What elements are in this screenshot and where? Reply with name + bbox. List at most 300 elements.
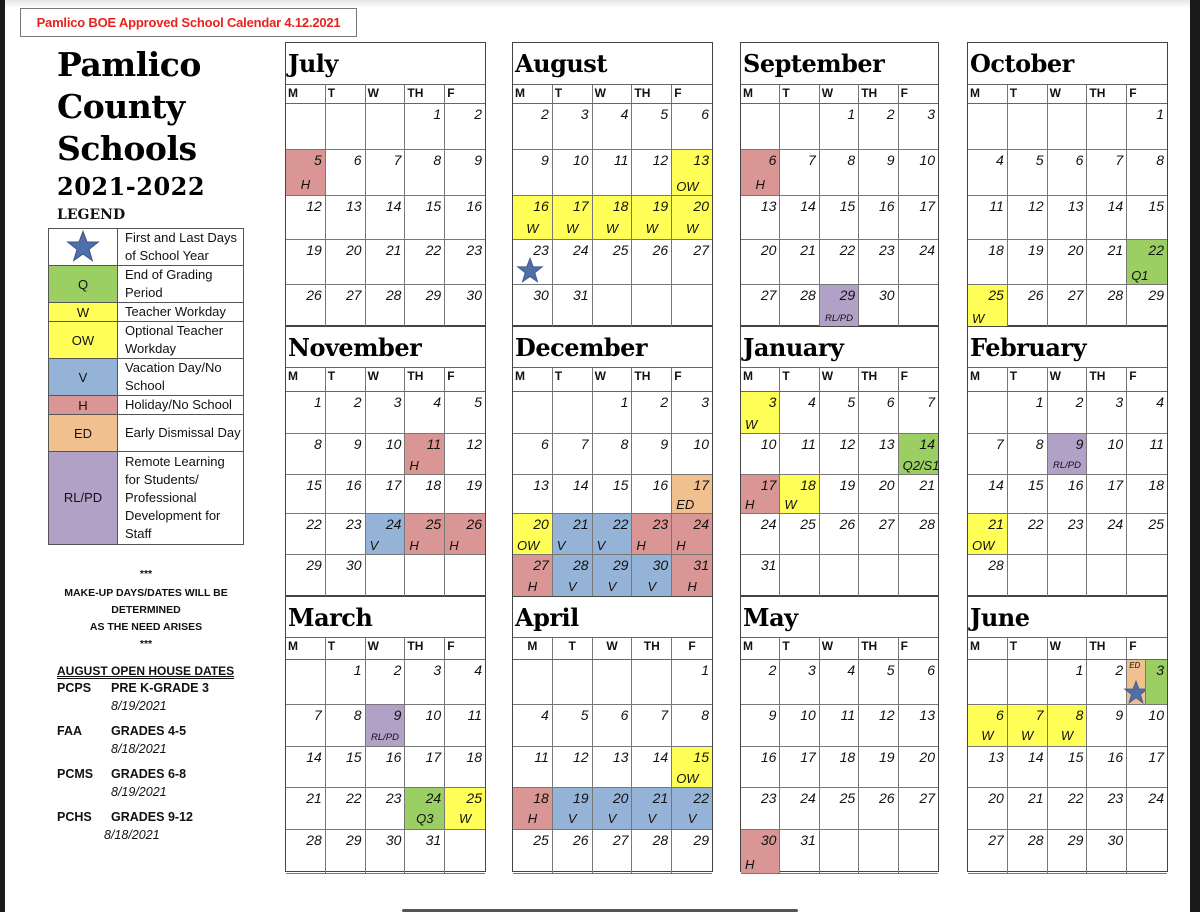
legend-code: Q [49, 266, 118, 303]
empty-day-cell [1048, 104, 1088, 150]
day-cell[interactable] [1008, 788, 1048, 830]
day-cell[interactable] [405, 514, 445, 555]
day-cell[interactable] [672, 475, 712, 514]
day-cell[interactable] [553, 514, 593, 555]
day-cell[interactable] [899, 514, 938, 555]
day-number: 23 [533, 242, 549, 258]
day-cell[interactable] [1048, 830, 1088, 874]
day-cell[interactable] [286, 240, 326, 285]
day-cell[interactable] [672, 196, 712, 240]
day-cell[interactable] [741, 705, 780, 747]
day-cell[interactable] [780, 788, 819, 830]
day-cell[interactable] [326, 830, 366, 874]
day-cell[interactable] [1127, 150, 1167, 196]
day-number: 11 [467, 707, 482, 723]
day-cell[interactable] [672, 150, 712, 196]
day-cell[interactable] [1008, 150, 1048, 196]
day-cell[interactable] [741, 240, 780, 285]
day-cell[interactable] [899, 788, 938, 830]
day-cell[interactable] [405, 196, 445, 240]
day-cell[interactable] [1127, 285, 1167, 328]
day-cell[interactable] [445, 660, 485, 705]
day-cell[interactable] [1008, 747, 1048, 788]
day-cell[interactable] [1048, 240, 1088, 285]
day-number: 6 [768, 152, 777, 168]
day-number: 22 [839, 242, 856, 258]
day-cell[interactable] [445, 150, 485, 196]
day-number: 12 [466, 436, 482, 452]
day-cell[interactable] [326, 150, 366, 196]
day-cell[interactable] [632, 150, 672, 196]
day-cell[interactable] [820, 475, 859, 514]
day-cell[interactable] [513, 514, 553, 555]
day-cell[interactable] [286, 434, 326, 475]
day-cell[interactable] [741, 555, 780, 598]
day-cell[interactable] [593, 434, 633, 475]
day-cell[interactable] [1048, 747, 1088, 788]
day-cell[interactable] [780, 434, 819, 475]
day-cell[interactable] [286, 705, 326, 747]
day-cell[interactable] [326, 705, 366, 747]
day-cell[interactable] [553, 285, 593, 328]
day-cell[interactable] [780, 514, 819, 555]
day-cell[interactable] [859, 285, 898, 328]
note-stars: *** [139, 568, 153, 580]
day-cell[interactable] [513, 196, 553, 240]
day-cell[interactable] [672, 104, 712, 150]
day-cell[interactable] [445, 747, 485, 788]
day-cell[interactable] [513, 240, 553, 285]
day-cell[interactable] [741, 392, 780, 434]
day-cell[interactable] [899, 150, 938, 196]
day-cell[interactable] [820, 392, 859, 434]
day-cell[interactable] [445, 705, 485, 747]
day-cell[interactable] [405, 475, 445, 514]
day-cell[interactable] [1127, 434, 1167, 475]
day-cell[interactable] [553, 104, 593, 150]
day-number: 11 [1149, 436, 1164, 452]
day-cell[interactable] [553, 830, 593, 874]
day-code: ED [676, 497, 695, 512]
day-cell[interactable] [553, 150, 593, 196]
day-number: 31 [425, 832, 442, 848]
day-cell[interactable] [968, 555, 1008, 598]
day-cell[interactable] [405, 705, 445, 747]
day-cell[interactable] [632, 196, 672, 240]
day-cell[interactable] [405, 830, 445, 874]
day-cell[interactable] [326, 747, 366, 788]
day-cell[interactable] [968, 705, 1008, 747]
day-cell[interactable] [1008, 392, 1048, 434]
day-cell[interactable] [405, 392, 445, 434]
day-number: 22 [1067, 790, 1084, 806]
day-cell[interactable] [1008, 434, 1048, 475]
day-cell[interactable] [513, 788, 553, 830]
day-cell[interactable] [968, 434, 1008, 475]
day-cell[interactable] [366, 392, 406, 434]
day-cell[interactable] [326, 514, 366, 555]
day-cell[interactable] [1048, 196, 1088, 240]
day-cell[interactable] [899, 240, 938, 285]
day-cell[interactable] [820, 514, 859, 555]
day-cell[interactable] [672, 514, 712, 555]
day-cell[interactable] [899, 660, 938, 705]
day-cell[interactable] [968, 285, 1008, 328]
day-cell[interactable] [820, 788, 859, 830]
day-cell[interactable] [286, 475, 326, 514]
day-cell[interactable] [672, 392, 712, 434]
day-cell[interactable] [1127, 514, 1167, 555]
day-cell[interactable] [366, 788, 406, 830]
day-cell[interactable] [968, 240, 1008, 285]
day-number: 2 [660, 394, 669, 410]
day-cell[interactable] [1008, 475, 1048, 514]
day-cell[interactable] [632, 240, 672, 285]
day-cell[interactable] [672, 660, 712, 705]
day-cell[interactable] [1127, 104, 1167, 150]
day-cell[interactable] [286, 788, 326, 830]
day-cell[interactable] [672, 830, 712, 874]
day-number: 22 [425, 242, 442, 258]
day-cell[interactable] [405, 434, 445, 475]
day-cell[interactable] [780, 660, 819, 705]
day-cell[interactable] [326, 434, 366, 475]
day-cell[interactable] [593, 514, 633, 555]
day-cell[interactable] [968, 150, 1008, 196]
day-cell[interactable] [513, 747, 553, 788]
day-cell[interactable] [1008, 285, 1048, 328]
day-cell[interactable] [780, 747, 819, 788]
day-cell[interactable] [899, 434, 938, 475]
day-cell[interactable] [859, 434, 898, 475]
day-cell[interactable] [366, 660, 406, 705]
day-cell[interactable] [366, 747, 406, 788]
day-cell[interactable] [899, 392, 938, 434]
day-cell[interactable] [553, 434, 593, 475]
day-cell[interactable] [1048, 285, 1088, 328]
day-number: 5 [1035, 152, 1044, 168]
day-cell[interactable] [405, 104, 445, 150]
day-cell[interactable] [741, 150, 780, 196]
day-cell[interactable] [1127, 705, 1167, 747]
day-cell[interactable] [405, 240, 445, 285]
day-cell[interactable] [326, 475, 366, 514]
day-cell[interactable] [968, 196, 1008, 240]
day-cell[interactable] [1127, 660, 1167, 705]
day-cell[interactable] [859, 240, 898, 285]
day-cell[interactable] [632, 104, 672, 150]
day-cell[interactable] [1087, 240, 1127, 285]
day-cell[interactable] [553, 475, 593, 514]
day-cell[interactable] [1087, 788, 1127, 830]
day-cell[interactable] [1127, 788, 1167, 830]
day-cell[interactable] [553, 747, 593, 788]
day-cell[interactable] [859, 150, 898, 196]
empty-day-cell [741, 104, 780, 150]
day-cell[interactable] [672, 747, 712, 788]
day-cell[interactable] [445, 434, 485, 475]
day-cell[interactable] [741, 196, 780, 240]
day-cell[interactable] [741, 788, 780, 830]
day-cell[interactable] [366, 705, 406, 747]
day-cell[interactable] [780, 150, 819, 196]
day-cell[interactable] [445, 788, 485, 830]
day-cell[interactable] [899, 747, 938, 788]
day-cell[interactable] [1087, 285, 1127, 328]
day-cell[interactable] [741, 830, 780, 874]
day-cell[interactable] [286, 285, 326, 328]
day-cell[interactable] [513, 555, 553, 598]
day-cell[interactable] [366, 830, 406, 874]
day-cell[interactable] [780, 705, 819, 747]
day-number: 1 [701, 662, 709, 678]
day-cell[interactable] [859, 196, 898, 240]
day-cell[interactable] [1048, 150, 1088, 196]
day-cell[interactable] [513, 150, 553, 196]
day-cell[interactable] [741, 747, 780, 788]
day-cell[interactable] [1087, 830, 1127, 874]
weekday-label: W [820, 638, 859, 659]
day-cell[interactable] [1008, 514, 1048, 555]
day-code: W [685, 221, 699, 236]
day-cell[interactable] [593, 705, 633, 747]
day-cell[interactable] [780, 392, 819, 434]
day-cell[interactable] [366, 475, 406, 514]
day-cell[interactable] [820, 240, 859, 285]
day-cell[interactable] [820, 434, 859, 475]
note-line: DETERMINED [111, 604, 181, 616]
weekday-label: TH [632, 368, 672, 391]
day-cell[interactable] [286, 514, 326, 555]
day-cell[interactable] [899, 705, 938, 747]
day-cell[interactable] [445, 475, 485, 514]
empty-day-cell [859, 555, 898, 598]
day-cell[interactable] [741, 434, 780, 475]
day-cell[interactable] [632, 705, 672, 747]
day-cell[interactable] [326, 788, 366, 830]
day-cell[interactable] [1127, 475, 1167, 514]
day-cell[interactable] [741, 660, 780, 705]
day-cell[interactable] [859, 514, 898, 555]
day-number: 28 [800, 287, 816, 303]
day-cell[interactable] [780, 830, 819, 874]
day-cell[interactable] [741, 285, 780, 328]
day-code: H [745, 857, 755, 872]
day-cell[interactable] [513, 434, 553, 475]
day-cell[interactable] [593, 747, 633, 788]
day-code: Q1 [1131, 268, 1149, 283]
day-cell[interactable] [968, 514, 1008, 555]
day-cell[interactable] [1087, 514, 1127, 555]
day-cell[interactable] [593, 475, 633, 514]
weekday-label: F [674, 369, 682, 383]
day-cell[interactable] [553, 196, 593, 240]
day-cell[interactable] [859, 475, 898, 514]
day-cell[interactable] [553, 555, 593, 598]
day-number: 6 [620, 707, 629, 723]
day-cell[interactable] [366, 150, 406, 196]
day-cell[interactable] [859, 104, 898, 150]
day-cell[interactable] [1087, 747, 1127, 788]
day-cell[interactable] [366, 196, 406, 240]
day-cell[interactable] [1048, 705, 1088, 747]
day-number: 1 [620, 394, 629, 410]
day-cell[interactable] [513, 475, 553, 514]
day-cell[interactable] [632, 747, 672, 788]
day-cell[interactable] [553, 705, 593, 747]
day-cell[interactable] [593, 240, 633, 285]
day-cell[interactable] [859, 705, 898, 747]
day-cell[interactable] [513, 830, 553, 874]
day-cell[interactable] [820, 104, 859, 150]
day-cell[interactable] [1087, 660, 1127, 705]
day-cell[interactable] [405, 150, 445, 196]
day-cell[interactable] [672, 705, 712, 747]
day-cell[interactable] [593, 555, 633, 598]
day-cell[interactable] [899, 196, 938, 240]
day-cell[interactable] [859, 660, 898, 705]
day-cell[interactable] [405, 660, 445, 705]
day-number: 10 [919, 152, 935, 168]
day-cell[interactable] [632, 788, 672, 830]
day-cell[interactable] [366, 434, 406, 475]
day-number: 12 [839, 436, 856, 452]
day-cell[interactable] [741, 475, 780, 514]
day-cell[interactable] [405, 788, 445, 830]
day-cell[interactable] [1048, 660, 1088, 705]
day-cell[interactable] [632, 514, 672, 555]
day-cell[interactable] [593, 788, 633, 830]
month-title: August [513, 43, 712, 85]
day-cell[interactable] [672, 788, 712, 830]
day-cell[interactable] [1087, 196, 1127, 240]
day-cell[interactable] [405, 747, 445, 788]
day-cell[interactable] [780, 240, 819, 285]
day-cell[interactable] [326, 285, 366, 328]
day-number: 29 [612, 557, 629, 573]
day-cell[interactable] [672, 555, 712, 598]
day-cell[interactable] [1127, 392, 1167, 434]
day-cell[interactable] [820, 196, 859, 240]
day-cell[interactable] [445, 196, 485, 240]
day-cell[interactable] [1048, 434, 1088, 475]
day-cell[interactable] [593, 196, 633, 240]
day-cell[interactable] [859, 747, 898, 788]
day-cell[interactable] [820, 150, 859, 196]
day-cell[interactable] [632, 830, 672, 874]
day-cell[interactable] [593, 830, 633, 874]
day-cell[interactable] [366, 240, 406, 285]
day-number: 31 [573, 287, 589, 303]
day-cell[interactable] [632, 555, 672, 598]
day-cell[interactable] [1048, 788, 1088, 830]
day-cell[interactable] [286, 747, 326, 788]
day-cell[interactable] [632, 392, 672, 434]
day-cell[interactable] [553, 788, 593, 830]
empty-day-cell [899, 285, 938, 328]
day-cell[interactable] [553, 240, 593, 285]
day-cell[interactable] [899, 104, 938, 150]
day-cell[interactable] [968, 475, 1008, 514]
day-cell[interactable] [859, 788, 898, 830]
day-cell[interactable] [1048, 392, 1088, 434]
title-line: County [57, 87, 185, 126]
day-cell[interactable] [741, 514, 780, 555]
day-cell[interactable] [968, 788, 1008, 830]
day-cell[interactable] [1008, 240, 1048, 285]
day-cell[interactable] [1087, 434, 1127, 475]
day-cell[interactable] [326, 240, 366, 285]
day-cell[interactable] [1048, 514, 1088, 555]
day-cell[interactable] [286, 555, 326, 598]
month-title: February [968, 327, 1167, 368]
day-cell[interactable] [286, 150, 326, 196]
day-cell[interactable] [1008, 196, 1048, 240]
day-number: 9 [768, 707, 777, 723]
day-cell[interactable] [820, 705, 859, 747]
day-cell[interactable] [593, 104, 633, 150]
day-cell[interactable] [445, 240, 485, 285]
day-cell[interactable] [1087, 392, 1127, 434]
day-cell[interactable] [286, 830, 326, 874]
day-cell[interactable] [326, 196, 366, 240]
school-name: PCPS [57, 681, 92, 695]
day-cell[interactable] [632, 475, 672, 514]
day-cell[interactable] [366, 285, 406, 328]
day-cell[interactable] [513, 285, 553, 328]
day-cell[interactable] [968, 830, 1008, 874]
day-cell[interactable] [593, 392, 633, 434]
day-cell[interactable] [1087, 705, 1127, 747]
day-cell[interactable] [286, 196, 326, 240]
day-cell[interactable] [513, 705, 553, 747]
day-cell[interactable] [326, 392, 366, 434]
day-cell[interactable] [632, 434, 672, 475]
day-cell[interactable] [1127, 747, 1167, 788]
day-cell[interactable] [326, 555, 366, 598]
day-cell[interactable] [445, 285, 485, 328]
day-cell[interactable] [820, 660, 859, 705]
day-cell[interactable] [326, 660, 366, 705]
day-cell[interactable] [1008, 705, 1048, 747]
day-number: 9 [353, 436, 362, 452]
day-cell[interactable] [968, 747, 1008, 788]
day-cell[interactable] [366, 514, 406, 555]
day-cell[interactable] [1048, 475, 1088, 514]
day-cell[interactable] [899, 475, 938, 514]
day-cell[interactable] [405, 285, 445, 328]
day-cell[interactable] [445, 392, 485, 434]
day-cell[interactable] [672, 434, 712, 475]
day-cell[interactable] [1087, 475, 1127, 514]
day-cell[interactable] [445, 514, 485, 555]
day-cell[interactable] [672, 240, 712, 285]
day-cell[interactable] [593, 150, 633, 196]
day-cell[interactable] [513, 104, 553, 150]
day-cell[interactable] [1087, 150, 1127, 196]
day-cell[interactable] [780, 475, 819, 514]
day-cell[interactable] [1127, 196, 1167, 240]
day-cell[interactable] [820, 747, 859, 788]
day-cell[interactable] [820, 285, 859, 328]
day-cell[interactable] [780, 285, 819, 328]
day-cell[interactable] [286, 392, 326, 434]
day-cell[interactable] [445, 104, 485, 150]
day-cell[interactable] [1127, 240, 1167, 285]
day-cell[interactable] [859, 392, 898, 434]
day-cell[interactable] [1008, 830, 1048, 874]
day-cell[interactable] [780, 196, 819, 240]
